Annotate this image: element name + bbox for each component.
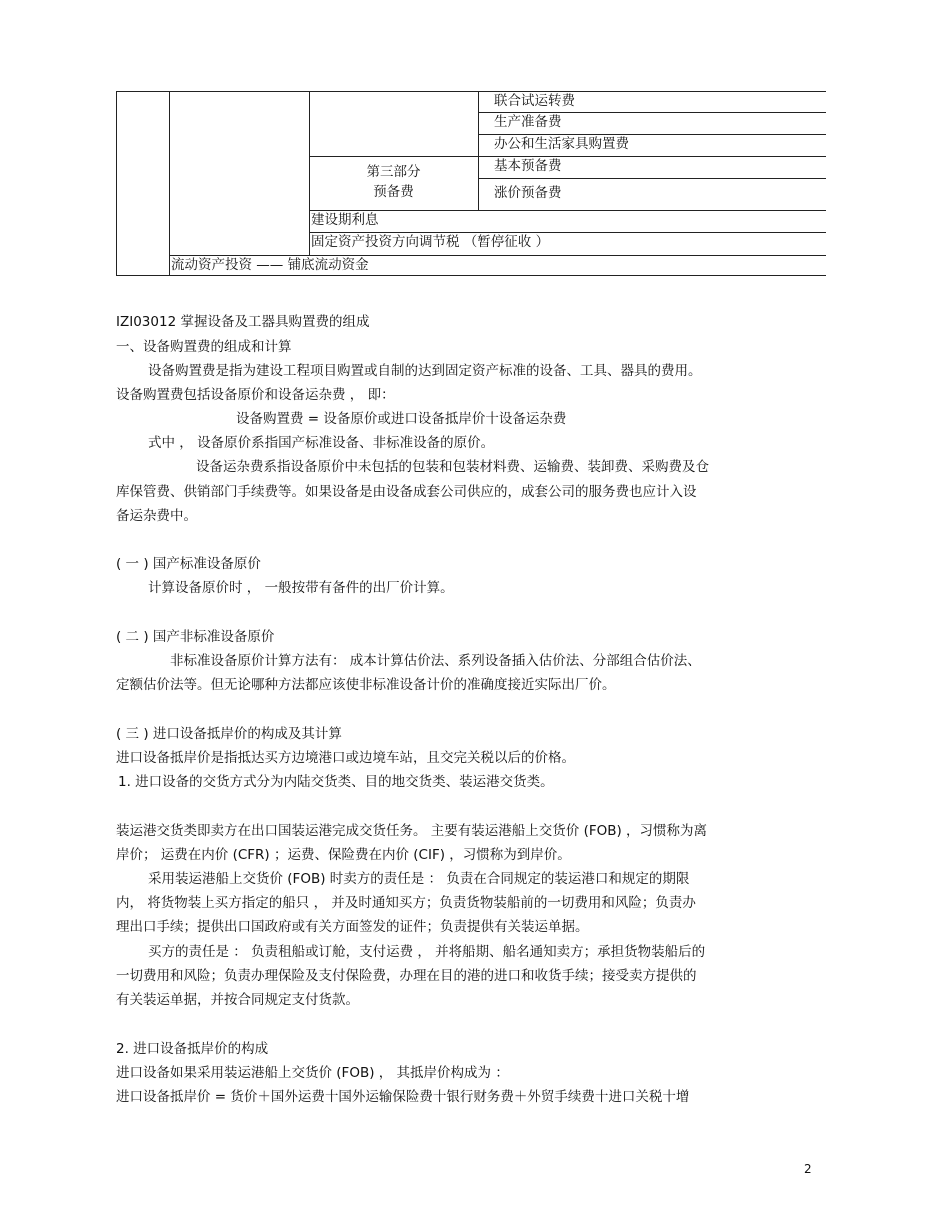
section-heading: 一、设备购置费的组成和计算 bbox=[116, 339, 292, 355]
table-cell: 办公和生活家具购置费 bbox=[494, 136, 629, 152]
table-cell-part3-subtitle: 预备费 bbox=[373, 184, 414, 200]
paragraph: 备运杂费中。 bbox=[116, 508, 197, 524]
table-row-line bbox=[309, 232, 826, 233]
paragraph: 采用装运港船上交货价 (FOB) 时卖方的责任是 ： 负责在合同规定的装运港口和规定的期限 bbox=[148, 871, 690, 887]
paragraph: 买方的责任是 ： 负责租船或订舱，支付运费 ， 并将船期、船名通知卖方；承担货物装船后的 bbox=[148, 944, 706, 960]
paragraph: 设备运杂费系指设备原价中未包括的包装和包装材料费、运输费、装卸费、采购费及仓 bbox=[196, 459, 709, 475]
paragraph: 内， 将货物装上买方指定的船只 ， 并及时通知买方；负责货物装船前的一切费用和风险；负责办 bbox=[116, 895, 696, 911]
paragraph: 设备购置费是指为建设工程项目购置或自制的达到固定资产标准的设备、工具、器具的费用。 bbox=[148, 363, 702, 379]
paragraph: 设备购置费包括设备原价和设备运杂费 ， 即： bbox=[116, 387, 395, 403]
paragraph: 式中 ， 设备原价系指国产标准设备、非标准设备的原价。 bbox=[148, 435, 495, 451]
paragraph: 一切费用和风险；负责办理保险及支付保险费，办理在目的港的进口和收货手续；接受卖方提供的 bbox=[116, 968, 697, 984]
table-row-line bbox=[169, 255, 826, 256]
table-cell: 固定资产投资方向调节税 （暂停征收 ） bbox=[311, 234, 550, 250]
paragraph: 定额估价法等。但无论哪种方法都应该使非标准设备计价的准确度接近实际出厂价。 bbox=[116, 677, 616, 693]
table-border-left bbox=[116, 91, 117, 275]
table-row-line bbox=[309, 210, 826, 211]
table-cell-part3-title: 第三部分 bbox=[366, 164, 421, 180]
subsection-heading: ( 一 ) 国产标准设备原价 bbox=[116, 556, 261, 572]
paragraph: 进口设备抵岸价是指抵达买方边境港口或边境车站，且交完关税以后的价格。 bbox=[116, 750, 575, 766]
section-code-heading: IZI03012 掌握设备及工器具购置费的组成 bbox=[116, 314, 370, 330]
table-cell: 涨价预备费 bbox=[494, 185, 562, 201]
table-row-line bbox=[478, 178, 826, 179]
paragraph: 有关装运单据，并按合同规定支付货款。 bbox=[116, 992, 359, 1008]
table-row-line bbox=[478, 134, 826, 135]
paragraph: 库保管费、供销部门手续费等。如果设备是由设备成套公司供应的，成套公司的服务费也应计入设 bbox=[116, 484, 697, 500]
paragraph: 1. 进口设备的交货方式分为内陆交货类、目的地交货类、装运港交货类。 bbox=[118, 774, 554, 790]
formula: 进口设备抵岸价 = 货价＋国外运费十国外运输保险费十银行财务费＋外贸手续费十进口关税十增 bbox=[116, 1089, 690, 1105]
table-cell: 联合试运转费 bbox=[494, 93, 575, 109]
paragraph: 岸价； 运费在内价 (CFR) ；运费、保险费在内价 (CIF) ，习惯称为到岸价。 bbox=[116, 847, 571, 863]
table-cell: 生产准备费 bbox=[494, 114, 562, 130]
page-number: 2 bbox=[804, 1162, 812, 1176]
table-border-bottom bbox=[116, 275, 826, 276]
subsection-heading: 2. 进口设备抵岸价的构成 bbox=[116, 1041, 269, 1057]
table-col-divider bbox=[169, 91, 170, 275]
paragraph: 装运港交货类即卖方在出口国装运港完成交货任务。 主要有装运港船上交货价 (FOB) ，习惯称为离 bbox=[116, 823, 708, 839]
paragraph: 进口设备如果采用装运港船上交货价 (FOB) ， 其抵岸价构成为 ： bbox=[116, 1065, 509, 1081]
paragraph: 计算设备原价时 ， 一般按带有备件的出厂价计算。 bbox=[148, 580, 454, 596]
table-row-line bbox=[309, 156, 826, 157]
table-cell: 流动资产投资 —— 铺底流动资金 bbox=[171, 257, 369, 273]
subsection-heading: ( 二 ) 国产非标准设备原价 bbox=[116, 629, 275, 645]
subsection-heading: ( 三 ) 进口设备抵岸价的构成及其计算 bbox=[116, 726, 342, 742]
table-cell: 建设期利息 bbox=[311, 212, 379, 228]
formula: 设备购置费 = 设备原价或进口设备抵岸价十设备运杂费 bbox=[236, 411, 567, 427]
table-border-top bbox=[116, 91, 826, 92]
paragraph: 非标准设备原价计算方法有： 成本计算估价法、系列设备插入估价法、分部组合估价法、 bbox=[170, 653, 701, 669]
table-col-divider bbox=[478, 91, 479, 210]
paragraph: 理出口手续；提供出口国政府或有关方面签发的证件；负责提供有关装运单据。 bbox=[116, 919, 589, 935]
table-row-line bbox=[478, 112, 826, 113]
table-cell: 基本预备费 bbox=[494, 158, 562, 174]
